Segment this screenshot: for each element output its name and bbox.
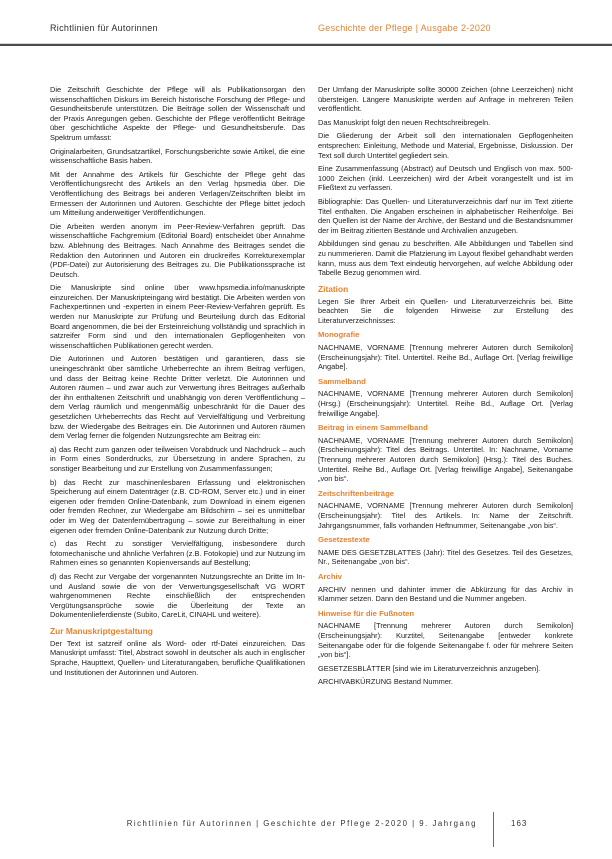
header-rule xyxy=(0,43,612,46)
body-text xyxy=(50,85,574,691)
paragraph: NAME DES GESETZBLATTES (Jahr): Titel des Gesetzes. Teil des Gesetzes, Nr., Seitenangabe „von bis“. xyxy=(318,547,573,567)
paragraph: Die Arbeiten werden anonym im Peer-Review-Verfahren geprüft. Das wissenschaftliche Fachgremium (Editorial Board) entscheidet über Annahme bzw. Ablehnung des Beitrages. Nach Annahme des Beitrages sendet die Redaktion den Autorinnen und Autoren ein druckreifes Korrekturexemplar (PDF-Datei) zur Autorisierung des Beitrages zu. Die Publikationssprache ist Deutsch. xyxy=(50,221,305,279)
paragraph: c) das Recht zu sonstiger Vervielfältigung, insbesondere durch fotomechanische und ähnliche Verfahren (z.B. Fotokopie) und zur Nutzung im Rahmen eines so genannten Kopienversands auf Bestellung; xyxy=(50,539,305,568)
section-heading: Hinweise für die Fußnoten xyxy=(318,608,415,618)
paragraph: NACHNAME, VORNAME [Trennung mehrerer Autoren durch Semikolon] (Erscheinungsjahr): Titel des Artikels. In: Name der Zeitschrift. Jahrgangsnummer, falls vorhanden Heftnummer, Seitenangabe „von bis“. xyxy=(318,501,573,530)
paragraph: NACHNAME, VORNAME [Trennung mehrerer Autoren durch Semikolon] (Erscheinungsjahr): Titel. Untertitel. Reihe Bd., Auflage Ort. [Verlag freiwillige Angabe]. xyxy=(318,343,573,372)
section-heading: Zur Manuskriptgestaltung xyxy=(50,625,153,636)
paragraph: Der Text ist satzreif online als Word- oder rtf-Datei einzureichen. Das Manuskript umfasst: Titel, Abstract sowohl in deutscher als auch in englischer Sprache, Haupttext, Quellen- und Literaturangaben, berufliche Qualifikationen und Institutionen der Autorinnen und Autoren. xyxy=(50,638,305,677)
paragraph: GESETZESBLÄTTER [sind wie im Literaturverzeichnis anzugeben]. xyxy=(318,663,541,673)
paragraph: d) das Recht zur Vergabe der vorgenannten Nutzungsrechte an Dritte im In- und Ausland sowie die von der Verwertungsgesellschaft VG WORT wahrgenommenen Rechte einschließlich der entsprechenden Vergütungsansprüche sowie die Überleitung der Texte an Dokumentenlieferdienste (Subito, CareLit, CINAHL und weitere). xyxy=(50,571,305,620)
header-issue-label: Geschichte der Pflege | Ausgabe 2-2020 xyxy=(318,23,491,33)
section-heading: Sammelband xyxy=(318,376,366,386)
footer-divider xyxy=(493,812,494,847)
paragraph: Das Manuskript folgt den neuen Rechtschreibregeln. xyxy=(318,117,491,127)
page-number: 163 xyxy=(511,819,528,828)
footer-citation: Richtlinien für Autorinnen | Geschichte der Pflege 2-2020 | 9. Jahrgang xyxy=(126,819,477,828)
paragraph: Die Zeitschrift Geschichte der Pflege will als Publikationsorgan den wissenschaftlichen Diskurs im Bereich historische Forschung der Pflege- und Gesundheitsberufe unterstützen. Die Beiträge sollen der Wissenschaft und der Praxis Anregungen geben. Geschichte der Pflege veröffentlicht Beiträge über geschichtliche Aspekte der Pflege- und Gesundheitsberufe. Das Spektrum umfasst: xyxy=(50,85,305,142)
paragraph: Die Gliederung der Arbeit soll den internationalen Gepflogenheiten entsprechen: Einleitung, Methode und Material, Ergebnisse, Diskussion. Der Text soll durch Untertitel gegliedert sein. xyxy=(318,131,573,160)
paragraph: b) das Recht zur maschinenlesbaren Erfassung und elektronischen Speicherung auf einem Datenträger (z.B. CD-ROM, Server etc.) und in einer eigenen oder fremden Online-Datenbank, zum Download in einem eigenen oder fremden Rechner, zur Wiedergabe am Bildschirm – sei es unmittelbar oder im Weg der Datenfernübertragung – sowie zur Bereithaltung in einer eigenen oder fremden Online-Datenbank zur Nutzung durch Dritte; xyxy=(50,477,305,535)
section-heading: Gesetzestexte xyxy=(318,535,370,545)
left-column xyxy=(50,85,305,691)
section-heading: Zitation xyxy=(318,283,349,294)
paragraph: NACHNAME, VORNAME [Trennung mehrerer Autoren durch Semikolon] (Erscheinungsjahr): Titel des Beitrags. Untertitel. In: Nachname, Vorname [Trennung mehrerer Autoren durch Semikolon] (Hrsg.): Titel des Buches. Untertitel. Reihe Bd., Auflage Ort. [Verlag freiwillige Angabe], Seitenangabe „von bis“. xyxy=(318,435,573,484)
paragraph: NACHNAME, VORNAME [Trennung mehrerer Autoren durch Semikolon] (Hrsg.) (Erscheinungsjahr): Untertitel. Reihe Bd., Auflage Ort. [Verlag freiwillige Angabe]. xyxy=(318,389,573,418)
right-column xyxy=(318,85,573,691)
paragraph: Eine Zusammenfassung (Abstract) auf Deutsch und Englisch von max. 500-1000 Zeichen (inkl. Leerzeichen) wird der Arbeit vorangestellt und ist im Fließtext zu verfassen. xyxy=(318,164,573,193)
section-heading: Zeitschriftenbeiträge xyxy=(318,488,395,498)
paragraph: Der Umfang der Manuskripte sollte 30000 Zeichen (ohne Leerzeichen) nicht übersteigen. Längere Manuskripte werden auf Anfrage in mehreren Teilen veröffentlicht. xyxy=(318,85,573,114)
paragraph: Die Autorinnen und Autoren bestätigen und garantieren, dass sie uneingeschränkt über sämtliche Urheberrechte an ihrem Beitrag verfügen, und dass der Beitrag keine Rechte Dritter verletzt. Die Autorinnen und Autoren räumen – und zwar auch zur Verwertung ihres Beitrages außerhalb der ihn enthaltenen Zeitschrift und unabhängig von deren Veröffentlichung – dem Verlag räumlich und mengenmäßig unbeschränkt für die Dauer des gesetzlichen Urheberrechts das Recht auf Vervielfältigung und Verbreitung bzw. der Wiedergabe des Beitrages ein. Die Autorinnen und Autoren räumen dem Verlag ferner die folgenden Nutzungsrechte am Beitrag ein: xyxy=(50,354,305,441)
section-heading: Beitrag in einem Sammelband xyxy=(318,423,428,433)
paragraph: Legen Sie Ihrer Arbeit ein Quellen- und Literaturverzeichnis bei. Bitte beachten Sie die folgenden Hinweise zur Erstellung des Literaturverzeichnisses: xyxy=(318,296,573,325)
paragraph: Originalarbeiten, Grundsatzartikel, Forschungsberichte sowie Artikel, die eine wissenschaftliche Basis haben. xyxy=(50,146,305,166)
paragraph: a) das Recht zum ganzen oder teilweisen Vorabdruck und Nachdruck – auch in Form eines Sonderdrucks, zur Übersetzung in andere Sprachen, zu sonstiger Bearbeitung und zur Erstellung von Zusammenfassungen; xyxy=(50,444,305,473)
section-heading: Archiv xyxy=(318,571,342,581)
paragraph: Mit der Annahme des Artikels für Geschichte der Pflege geht das Veröffentlichungsrecht des Artikels an den Verlag hpsmedia über. Die Veröffentlichung des Beitrags bei anderen Verlagen/Zeitschriften bleibt im Ermessen der Autorinnen und Autoren. Geschichte der Pflege bittet jedoch um Mitteilung anderweitiger Veröffentlichungen. xyxy=(50,169,305,218)
paragraph: Bibliographie: Das Quellen- und Literaturverzeichnis darf nur im Text zitierte Titel enthalten. Die Angaben erscheinen in alphabetischer Reihenfolge. Bei den Quellen ist der Name der Archive, der Bestand und die Bestandsnummer der im Beitrag zitierten Bestände und Archivalien anzugeben. xyxy=(318,196,573,235)
paragraph: NACHNAME [Trennung mehrerer Autoren durch Semikolon] (Erscheinungsjahr): Kurztitel, Seitenangabe [entweder konkrete Seitenangabe oder für die folgende Seitenangabe f. oder für mehrere Seiten „von bis“]. xyxy=(318,621,573,660)
paragraph: ARCHIV nennen und dahinter immer die Abkürzung für das Archiv in Klammer setzen. Dann den Bestand und die Nummer angeben. xyxy=(318,584,573,604)
paragraph: Abbildungen sind genau zu beschriften. Alle Abbildungen und Tabellen sind zu nummerieren. Damit die Platzierung im Layout flexibel gehandhabt werden kann, muss aus dem Text eindeutig hervorgehen, auf welche Abbildung oder Tabelle Bezug genommen wird. xyxy=(318,239,573,278)
section-heading: Monografie xyxy=(318,330,360,340)
paragraph: Die Manuskripte sind online über www.hpsmedia.info/manuskripte einzureichen. Der Manuskripteingang wird bestätigt. Die Arbeiten werden von Fachexpertinnen und -experten in einem Peer-Review-Verfahren geprüft. Es werden nur Manuskripte zur Prüfung und Beurteilung durch das Editorial Board angenommen, die bei der Ersteinreichung vollständig und sprachlich in satzreifer Form sind und den internationalen Gepflogenheiten von wissenschaftlichen Publikationen gerecht werden. xyxy=(50,283,305,350)
paragraph: ARCHIVABKÜRZUNG Bestand Nummer. xyxy=(318,677,453,687)
header-running-title: Richtlinien für Autorinnen xyxy=(50,23,158,33)
